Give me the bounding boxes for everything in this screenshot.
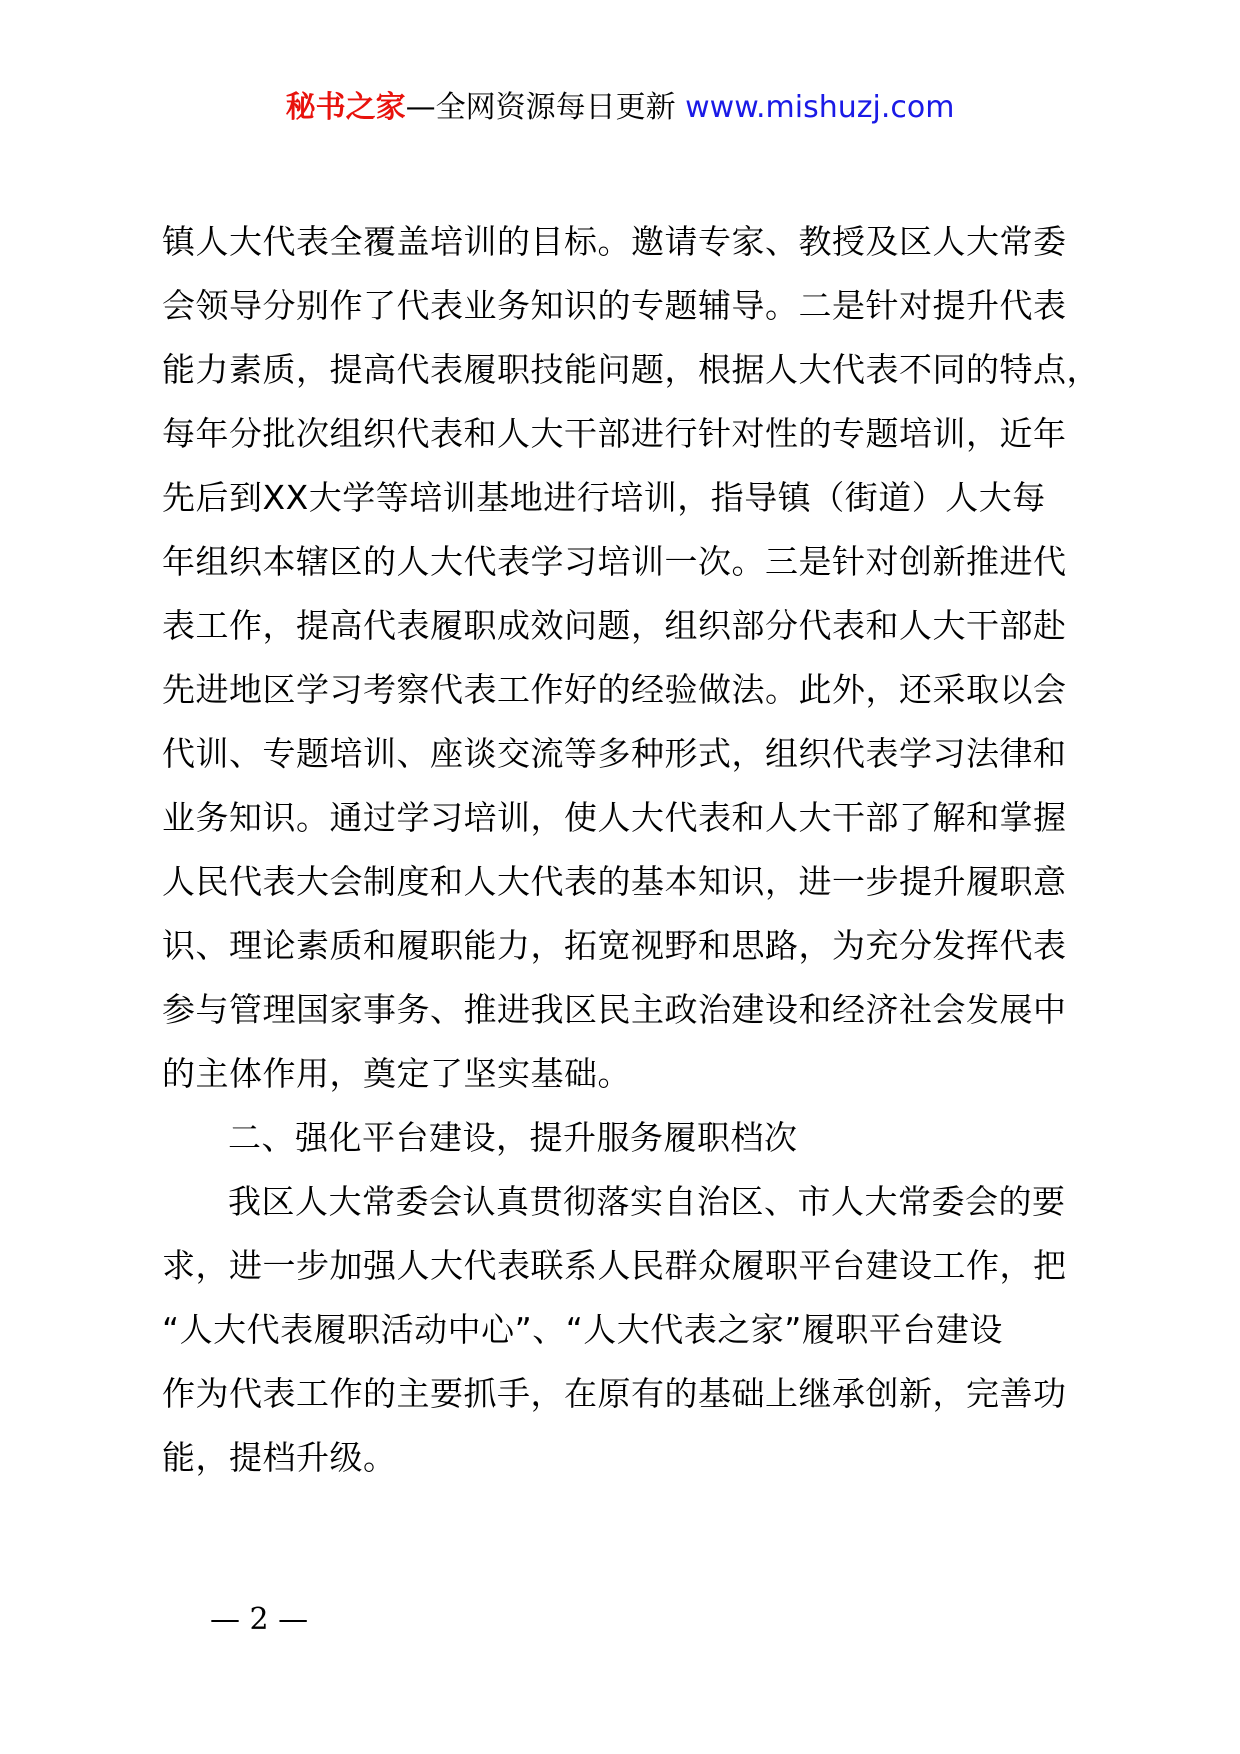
- text-line: 先后到XX大学等培训基地进行培训，指导镇（街道）人大每: [162, 478, 1046, 517]
- document-body: [162, 210, 1102, 1490]
- paragraph-training: [162, 210, 1102, 1106]
- text-line: 参与管理国家事务、推进我区民主政治建设和经济社会发展中: [162, 990, 1067, 1029]
- text-line: 表工作，提高代表履职成效问题，组织部分代表和人大干部赴: [162, 606, 1067, 645]
- text-line: 业务知识。通过学习培训，使人大代表和人大干部了解和掌握: [162, 798, 1067, 837]
- paragraph-platform: [162, 1170, 1102, 1490]
- site-tagline: —全网资源每日更新: [405, 90, 676, 125]
- section-heading-text: 二、强化平台建设，提升服务履职档次: [228, 1118, 798, 1157]
- text-line: 每年分批次组织代表和人大干部进行针对性的专题培训，近年: [162, 414, 1067, 453]
- text-line: 的主体作用，奠定了坚实基础。: [162, 1054, 631, 1093]
- page-header: [0, 88, 1240, 128]
- section-heading: [162, 1106, 1102, 1170]
- text-line: 先进地区学习考察代表工作好的经验做法。此外，还采取以会: [162, 670, 1067, 709]
- text-line: 我区人大常委会认真贯彻落实自治区、市人大常委会的要: [228, 1182, 1066, 1221]
- page-number: — 2 —: [210, 1602, 309, 1637]
- text-line: 作为代表工作的主要抓手，在原有的基础上继承创新，完善功: [162, 1374, 1067, 1413]
- text-line: “人大代表履职活动中心”、“人大代表之家”履职平台建设: [162, 1310, 1003, 1349]
- text-line: 能力素质，提高代表履职技能问题，根据人大代表不同的特点，: [162, 350, 1100, 389]
- text-line: 人民代表大会制度和人大代表的基本知识，进一步提升履职意: [162, 862, 1067, 901]
- text-line: 会领导分别作了代表业务知识的专题辅导。二是针对提升代表: [162, 286, 1067, 325]
- site-brand-name: 秘书之家: [285, 90, 406, 125]
- text-line: 识、理论素质和履职能力，拓宽视野和思路，为充分发挥代表: [162, 926, 1067, 965]
- text-line: 能，提档升级。: [162, 1438, 397, 1477]
- text-line: 求，进一步加强人大代表联系人民群众履职平台建设工作，把: [162, 1246, 1067, 1285]
- text-line: 年组织本辖区的人大代表学习培训一次。三是针对创新推进代: [162, 542, 1067, 581]
- site-url-link[interactable]: www.mishuzj.com: [685, 90, 955, 125]
- text-line: 镇人大代表全覆盖培训的目标。邀请专家、教授及区人大常委: [162, 222, 1067, 261]
- text-line: 代训、专题培训、座谈交流等多种形式，组织代表学习法律和: [162, 734, 1067, 773]
